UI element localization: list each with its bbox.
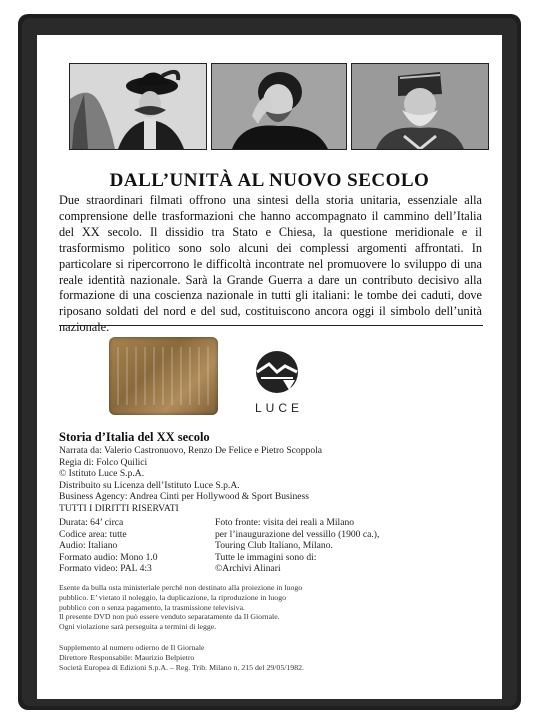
- page-title: DALL’UNITÀ AL NUOVO SECOLO: [109, 170, 430, 191]
- legal-line: Ogni violazione sarà perseguita a termini di legge.: [59, 622, 217, 632]
- credit-line: Distribuito su Licenza dell’Istituto Luce S.p.A.: [59, 479, 240, 491]
- portrait-king-image: [70, 64, 206, 149]
- credit-line: © Istituto Luce S.p.A.: [59, 468, 145, 480]
- credit-line: Regia di: Folco Quilici: [59, 456, 148, 468]
- supplement-notice: [59, 643, 479, 672]
- legal-line: Esente da bulla osta ministeriale perchè non destinato alla proiezione in luogo: [59, 583, 303, 592]
- portrait-mazzini-image: [212, 64, 346, 149]
- photo-garibaldi-portrait: [351, 63, 489, 150]
- tech-spec-line: Codice area: tutte: [59, 528, 127, 540]
- back-cover-sheet: [37, 35, 502, 699]
- photo-credits-list: [215, 517, 485, 575]
- portrait-garibaldi-image: [352, 64, 488, 149]
- photo-credit-line: Tutte le immagini sono di:: [215, 551, 317, 563]
- luce-logo-icon: [255, 350, 299, 394]
- photo-credit-line: Touring Club Italiano, Milano.: [215, 540, 333, 552]
- credit-line: Narrata da: Valerio Castronuovo, Renzo De Felice e Pietro Scoppola: [59, 445, 323, 456]
- credit-line: TUTTI I DIRITTI RISERVATI: [59, 502, 179, 514]
- hologram-pattern: [117, 347, 210, 405]
- tech-specs-list: [59, 517, 239, 575]
- legal-notice: [59, 583, 479, 632]
- supplement-line: Direttore Responsabile: Maurizio Belpietro: [59, 652, 195, 662]
- credits-list: [59, 445, 479, 515]
- legal-line: Il presente DVD non può essere venduto separatamente da Il Giornale.: [59, 612, 280, 622]
- luce-logo-text: LUCE: [254, 401, 303, 415]
- hologram-seal: [109, 337, 218, 415]
- photo-credit-line: per l’inaugurazione del vessillo (1900 ca.),: [215, 528, 380, 540]
- supplement-line: Società Europea di Edizioni S.p.A. – Reg. Trib. Milano n. 215 del 29/05/1982.: [59, 662, 304, 672]
- legal-line: pubblico. E’ vietato il noleggio, la duplicazione, la riproduzione in luogo: [59, 592, 286, 602]
- tech-spec-line: Formato audio: Mono 1.0: [59, 551, 158, 563]
- section-divider: [59, 325, 483, 326]
- legal-line: pubblico con o senza pagamento, la trasmissione televisiva.: [59, 602, 245, 612]
- photo-credit-line: ©Archivi Alinari: [215, 563, 281, 575]
- photo-king-portrait: [69, 63, 207, 150]
- synopsis-text: Due straordinari filmati offrono una sintesi della storia unitaria, essenziale alla comprensione delle trasformazioni che hanno accompagnato il cammino dell’Italia del XX secolo. Il dissidio tra Stato e Chiesa, la questione meridionale e il trasformismo politico sono solo alcuni dei complessi argomenti affrontati. In particolare si ripercorrono le difficoltà incontrate nel promuovere lo sviluppo di una reale identità nazionale. Sarà la Grande Guerra a dare un contributo decisivo alla formazione di una coscienza nazionale in tutti gli italiani: le tombe dei caduti, dove riposano soldati del nord e del sud, costituiscono ancora oggi il simbolo dell’unità nazionale.: [59, 193, 482, 335]
- tech-spec-line: Audio: Italiano: [59, 540, 118, 552]
- tech-spec-line: Formato video: PAL 4:3: [59, 563, 152, 575]
- credit-line: Business Agency: Andrea Cinti per Hollywood & Sport Business: [59, 491, 309, 503]
- series-title: Storia d’Italia del XX secolo: [59, 430, 210, 444]
- supplement-line: Supplemento al numero odierno de Il Giornale: [59, 643, 205, 652]
- photo-credit-line: Foto fronte: visita dei reali a Milano: [215, 517, 355, 528]
- photo-mazzini-portrait: [211, 63, 347, 150]
- tech-spec-line: Durata: 64’ circa: [59, 517, 124, 528]
